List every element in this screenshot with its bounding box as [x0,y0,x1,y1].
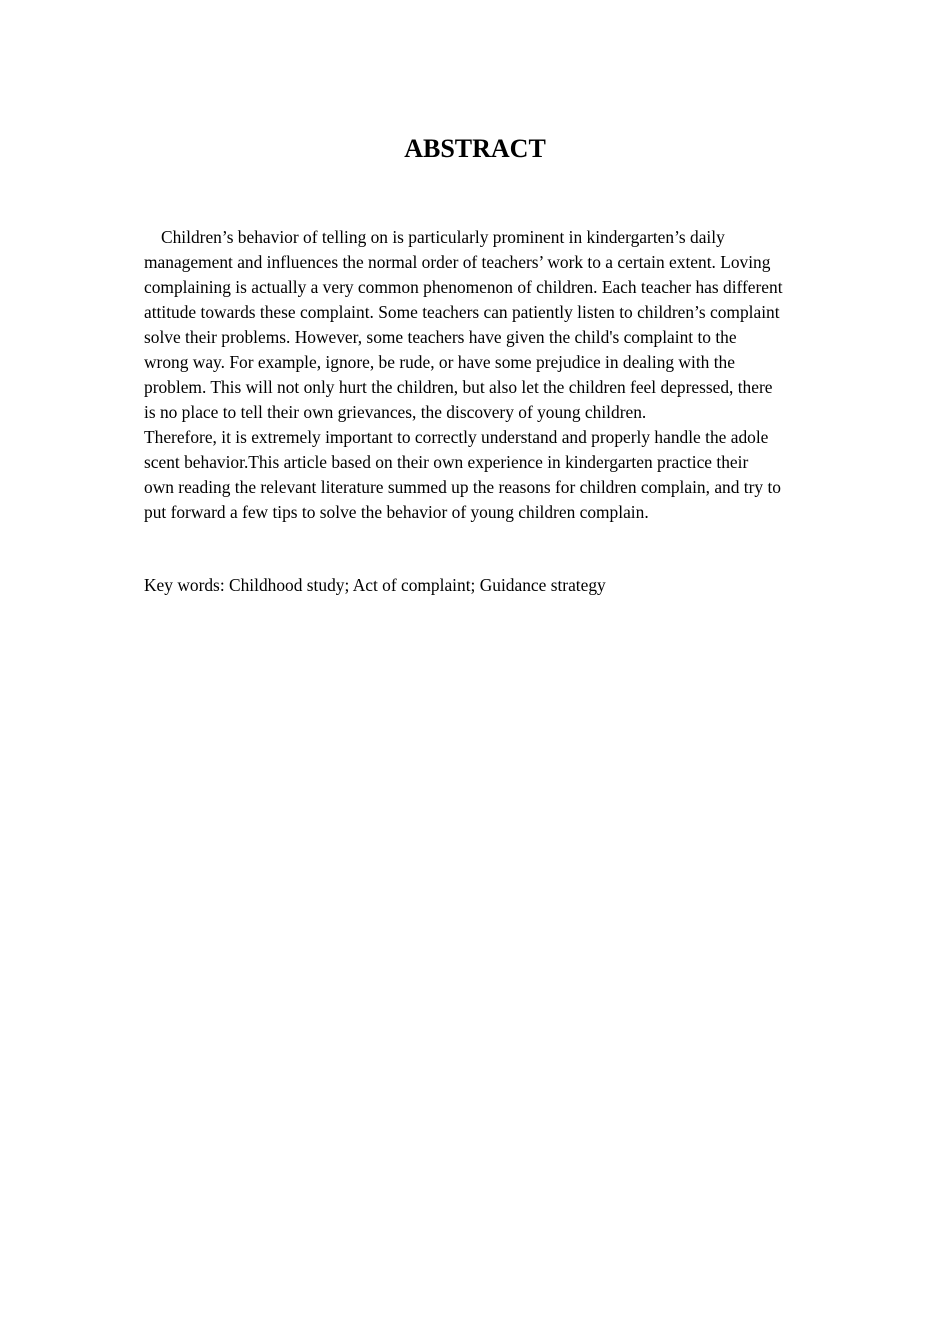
abstract-line: wrong way. For example, ignore, be rude, or have some prejudice in dealing with the [144,352,735,372]
abstract-line: solve their problems. However, some teachers have given the child's complaint to the [144,327,737,347]
abstract-line: attitude towards these complaint. Some teachers can patiently listen to children’s complaint [144,302,780,322]
keywords-line: Key words: Childhood study; Act of complaint; Guidance strategy [144,575,606,595]
abstract-line: is no place to tell their own grievances, the discovery of young children. [144,402,647,422]
abstract-line: Children’s behavior of telling on is particularly prominent in kindergarten’s daily [161,227,725,247]
abstract-body [144,225,812,525]
abstract-title: ABSTRACT [404,134,546,163]
abstract-line: management and influences the normal order of teachers’ work to a certain extent. Loving [144,252,771,272]
abstract-line: own reading the relevant literature summed up the reasons for children complain, and try to [144,477,781,497]
abstract-line: put forward a few tips to solve the behavior of young children complain. [144,502,649,522]
abstract-line: scent behavior.This article based on their own experience in kindergarten practice their [144,452,749,472]
abstract-line: Therefore, it is extremely important to correctly understand and properly handle the adole [144,427,769,447]
abstract-line: problem. This will not only hurt the children, but also let the children feel depressed, there [144,377,773,397]
abstract-line: complaining is actually a very common phenomenon of children. Each teacher has different [144,277,783,297]
